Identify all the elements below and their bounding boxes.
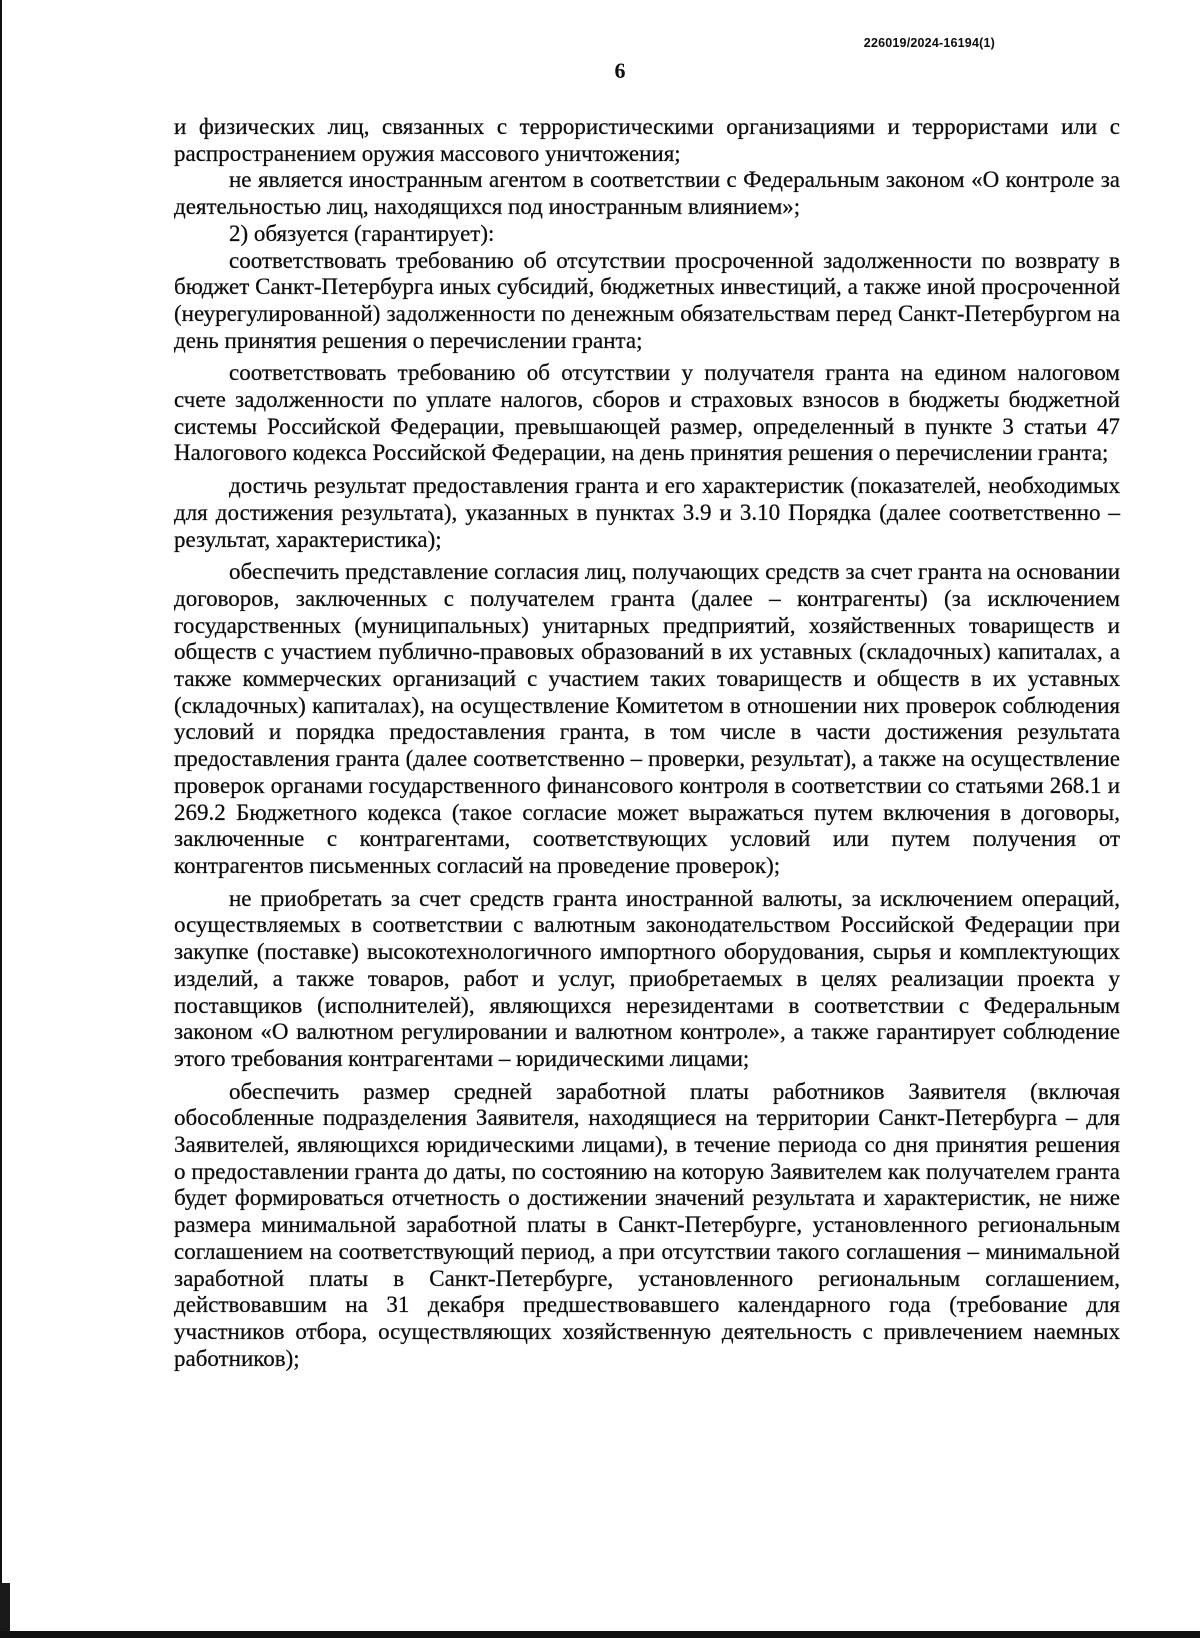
paragraph-no-foreign-currency: не приобретать за счет средств гранта иностранной валюты, за исключением операций, осуществляемых в соответствии с валютным законодательством Российской Федерации при закупке (поставке) высокотехнологичного импортного оборудования, сырья и комплектующих изделий, а также товаров, работ и услуг, приобретаемых в целях реализации проекта у поставщиков (исполнителей), являющихся нерезидентами в соответствии с Федеральным законом «О валютном регулировании и валютном контроле», а также гарантирует соблюдение этого требования контрагентами – юридическими лицами; — [174, 885, 1120, 1071]
scan-border-bottom — [0, 1631, 1200, 1638]
paragraph-no-tax-debt: соответствовать требованию об отсутствии у получателя гранта на едином налоговом счете задолженности по уплате налогов, сборов и страховых взносов в бюджеты бюджетной системы Российской Федерации, превышающей размер, определенный в пункте 3 статьи 47 Налогового кодекса Российской Федерации, на день принятия решения о перечислении гранта; — [174, 360, 1120, 466]
paragraph-obligations-heading: 2) обязуется (гарантирует): — [229, 220, 495, 246]
paragraph-foreign-agent: не является иностранным агентом в соответствии с Федеральным законом «О контроле за деятельностью лиц, находящихся под иностранным влиянием»; — [174, 167, 1120, 220]
paragraph-achieve-result: достичь результат предоставления гранта и его характеристик (показателей, необходимых для достижения результата), указанных в пунктах 3.9 и 3.10 Порядка (далее соответственно – результат, характеристика); — [174, 473, 1120, 552]
paragraph-no-overdue-debt: соответствовать требованию об отсутствии просроченной задолженности по возврату в бюджет Санкт-Петербурга иных субсидий, бюджетных инвестиций, а также иной просроченной (неурегулированной) задолженности по денежным обязательствам перед Санкт-Петербургом на день принятия решения о перечислении гранта; — [174, 247, 1120, 353]
document-body — [174, 114, 1120, 1372]
scan-border-left — [0, 0, 2, 1638]
paragraph-contractor-consent: обеспечить представление согласия лиц, получающих средств за счет гранта на основании договоров, заключенных с получателем гранта (далее – контрагенты) (за исключением государственных (муниципальных) унитарных предприятий, хозяйственных товариществ и обществ с участием публично-правовых образований в их уставных (складочных) капиталах, а также коммерческих организаций с участием таких товариществ и обществ в их уставных (складочных) капиталах), на осуществление Комитетом в отношении них проверок соблюдения условий и порядка предоставления гранта, в том числе в части достижения результата предоставления гранта (далее соответственно – проверки, результат), а также на осуществление проверок органами государственного финансового контроля в соответствии со статьями 268.1 и 269.2 Бюджетного кодекса (такое согласие может выражаться путем включения в договоры, заключенные с контрагентами, соответствующих условий или путем получения от контрагентов письменных согласий на проведение проверок); — [174, 559, 1120, 878]
paragraph-average-salary: обеспечить размер средней заработной платы работников Заявителя (включая обособленные подразделения Заявителя, находящиеся на территории Санкт-Петербурга – для Заявителей, являющихся юридическими лицами), в течение периода со дня принятия решения о предоставлении гранта до даты, по состоянию на которую Заявителем как получателем гранта будет формироваться отчетность о достижении значений результата и характеристик, не ниже размера минимальной заработной платы в Санкт-Петербурге, установленного региональным соглашением на соответствующий период, а при отсутствии такого соглашения – минимальной заработной платы в Санкт-Петербурге, установленного региональным соглашением, действовавшим на 31 декабря предшествовавшего календарного года (требование для участников отбора, осуществляющих хозяйственную деятельность с привлечением наемных работников); — [174, 1078, 1120, 1371]
paragraph-continuation: и физических лиц, связанных с террористическими организациями и террористами или с распространением оружия массового уничтожения; — [174, 114, 1120, 166]
scan-corner-mark — [0, 1583, 10, 1631]
page-number: 6 — [614, 58, 626, 83]
document-id: 226019/2024-16194(1) — [863, 36, 995, 50]
